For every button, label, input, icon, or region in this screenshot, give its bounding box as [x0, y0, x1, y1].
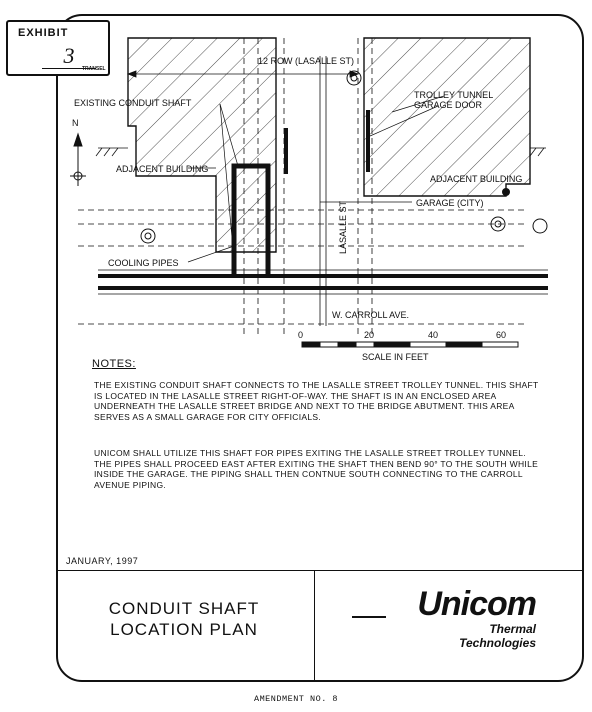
- right-building-block: [364, 38, 530, 196]
- scale-tick-60: 60: [496, 330, 507, 340]
- drawing-title: [60, 598, 308, 640]
- title-block-divider: [57, 570, 583, 571]
- note-paragraph: THE EXISTING CONDUIT SHAFT CONNECTS TO THE LASALLE STREET TROLLEY TUNNEL. THIS SHAFT IS LOCATED IN THE LASALLE STREET RIGHT-OF-WAY. THE SHAFT IS IN AN ENCLOSED AREA UNDERNEATH THE LASALLE STREET BRIDGE AND NEXT TO THE BRIDGE ABUTMENT. THIS AREA SERVES AS A SMALL GARAGE FOR CITY OFFICIALS.: [94, 380, 539, 422]
- brand-subtitle: Technologies: [459, 636, 536, 650]
- carroll-ave-label: W. CARROLL AVE.: [332, 310, 410, 320]
- site-plan-drawing: [58, 16, 548, 368]
- exhibit-label: EXHIBIT: [18, 27, 69, 39]
- existing-shaft-label: EXISTING CONDUIT SHAFT: [74, 98, 192, 108]
- adjacent-building-right-label: ADJACENT BUILDING: [430, 174, 523, 184]
- exhibit-number: 3: [42, 44, 96, 69]
- scale-tick-20: 20: [364, 330, 375, 340]
- garage-marker: [502, 188, 510, 196]
- scale-bar: [302, 342, 518, 347]
- title-block-divider: [314, 570, 315, 680]
- garage-door-label: GARAGE DOOR: [414, 100, 483, 110]
- trolley-tunnel-label: TROLLEY TUNNEL: [414, 90, 494, 100]
- brand-subtitle: Thermal: [489, 622, 536, 636]
- brand-name: Unicom: [417, 585, 536, 623]
- garage-city-label: GARAGE (CITY): [416, 198, 484, 208]
- company-logo: [376, 586, 536, 650]
- title-line: LOCATION PLAN: [110, 620, 258, 639]
- exhibit-mark: TRANSEL: [82, 66, 106, 72]
- north-label: N: [72, 118, 79, 128]
- lasalle-st-label: LASALLE ST: [338, 200, 348, 254]
- row-label: 12 ROW (LASALLE ST): [258, 56, 355, 66]
- title-line: CONDUIT SHAFT: [108, 599, 260, 618]
- left-building-block: [128, 38, 276, 252]
- adjacent-building-left-label: ADJACENT BUILDING: [116, 164, 209, 174]
- amendment-footer: AMENDMENT NO. 8: [253, 694, 338, 704]
- scale-label: SCALE IN FEET: [362, 352, 429, 362]
- notes-heading: NOTES:: [92, 358, 136, 370]
- carroll-piping: [98, 270, 548, 294]
- scale-tick-40: 40: [428, 330, 439, 340]
- scale-tick-0: 0: [298, 330, 304, 340]
- north-arrow: [70, 134, 86, 186]
- lasalle-centerline: [320, 56, 326, 326]
- drawing-date: JANUARY, 1997: [66, 556, 139, 566]
- note-paragraph: UNICOM SHALL UTILIZE THIS SHAFT FOR PIPES EXITING THE LASALLE STREET TROLLEY TUNNEL. THE PIPES SHALL PROCEED EAST AFTER EXITING THE SHAFT THEN BEND 90° TO THE SOUTH WHILE INSIDE THE GARAGE. THE PIPING SHALL THEN CONTNUE SOUTH CONNECTING TO THE CARROLL AVENUE PIPING.: [94, 448, 539, 490]
- cooling-pipes-label: COOLING PIPES: [108, 258, 179, 268]
